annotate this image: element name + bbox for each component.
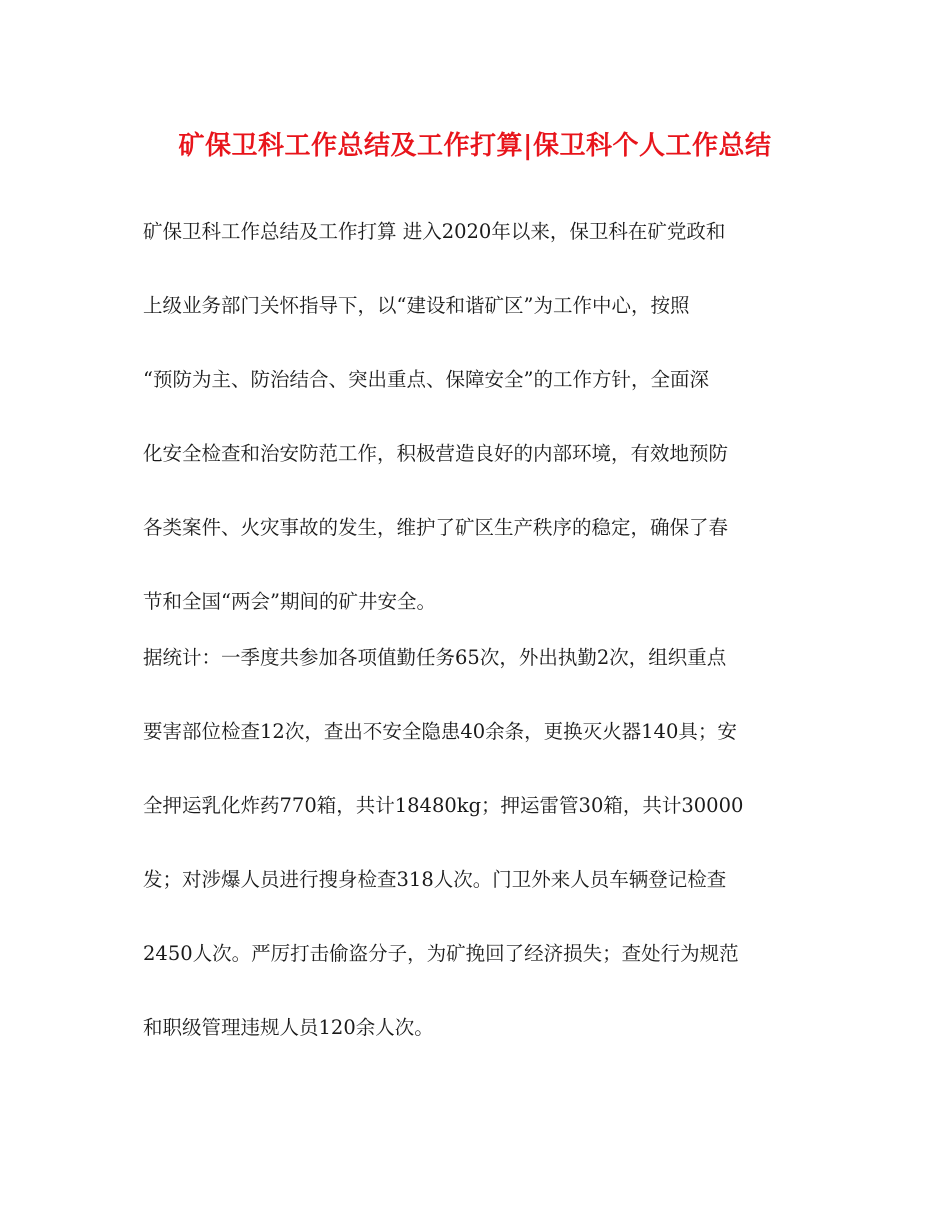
paragraph-statistics [143, 640, 823, 1084]
paragraph-line: 要害部位检查12次，查出不安全隐患40余条，更换灭火器140具；安 [143, 720, 737, 743]
paragraph-line: 矿保卫科工作总结及工作打算 进入2020年以来，保卫科在矿党政和 [143, 220, 726, 243]
paragraph-line: 发；对涉爆人员进行搜身检查318人次。门卫外来人员车辆登记检查 [143, 868, 727, 891]
document-title: 矿保卫科工作总结及工作打算|保卫科个人工作总结 [178, 131, 772, 161]
paragraph-intro [143, 214, 823, 658]
paragraph-line: 各类案件、火灾事故的发生，维护了矿区生产秩序的稳定，确保了春 [143, 516, 729, 539]
paragraph-line: 节和全国“两会”期间的矿井安全。 [143, 590, 436, 613]
paragraph-line: 据统计：一季度共参加各项值勤任务65次，外出执勤2次，组织重点 [143, 646, 727, 669]
paragraph-line: 2450人次。严厉打击偷盗分子，为矿挽回了经济损失；查处行为规范 [143, 942, 739, 965]
paragraph-line: 化安全检查和治安防范工作，积极营造良好的内部环境，有效地预防 [143, 442, 729, 465]
paragraph-line: 全押运乳化炸药770箱，共计18480kg；押运雷管30箱，共计30000 [143, 794, 744, 817]
paragraph-line: 上级业务部门关怀指导下，以“建设和谐矿区”为工作中心，按照 [143, 294, 690, 317]
paragraph-line: 和职级管理违规人员120余人次。 [143, 1016, 434, 1039]
paragraph-line: “预防为主、防治结合、突出重点、保障安全”的工作方针，全面深 [143, 368, 709, 391]
